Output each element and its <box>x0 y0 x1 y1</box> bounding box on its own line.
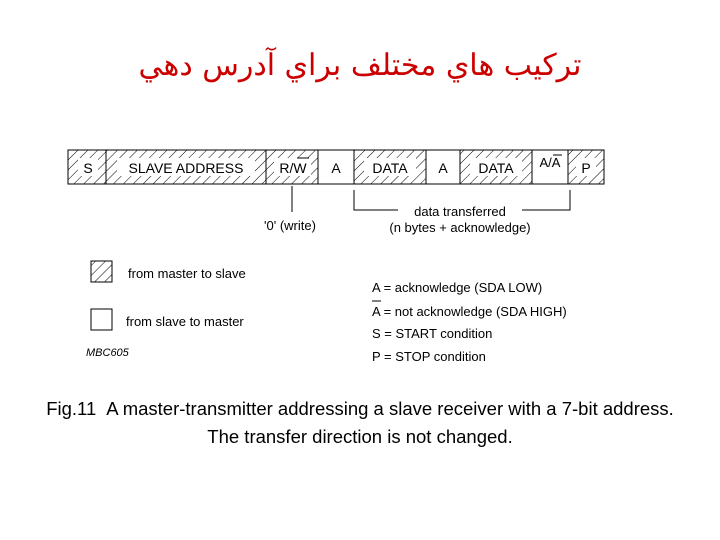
rw-note: '0' (write) <box>264 218 316 233</box>
figure-caption-line2: The transfer direction is not changed. <box>207 426 513 447</box>
definition-ack: A = acknowledge (SDA LOW) <box>372 280 543 295</box>
transfer-note-line2: (n bytes + acknowledge) <box>389 220 531 235</box>
field-label-ack-nack: A/A <box>539 155 561 170</box>
field-label-s: S <box>83 160 93 176</box>
definition-start: S = START condition <box>372 326 493 341</box>
legend-slave-to-master: from slave to master <box>126 314 244 329</box>
field-label-ack-1: A <box>331 160 341 176</box>
figure-number: Fig.11 <box>46 398 97 419</box>
field-label-ack-2: A <box>438 160 448 176</box>
legend-hatched-swatch <box>91 261 112 282</box>
legend-blank-swatch <box>91 309 112 330</box>
field-label-data-1: DATA <box>372 160 408 176</box>
field-label-rw: R/W <box>279 160 307 176</box>
figure-caption-text: A master-transmitter addressing a slave receiver with a 7-bit address. <box>106 398 674 419</box>
field-label-data-2: DATA <box>478 160 514 176</box>
field-label-slave-address: SLAVE ADDRESS <box>128 160 244 176</box>
transfer-note-line1: data transferred <box>414 204 506 219</box>
figure-caption-line1 <box>0 398 720 420</box>
figure-code: MBC605 <box>86 347 129 359</box>
page-title: تركيب هاي مختلف براي آدرس دهي <box>138 48 582 83</box>
definition-stop: P = STOP condition <box>372 349 486 364</box>
field-label-p: P <box>581 160 591 176</box>
definition-not-ack: A = not acknowledge (SDA HIGH) <box>372 304 567 319</box>
legend-master-to-slave: from master to slave <box>128 266 246 281</box>
